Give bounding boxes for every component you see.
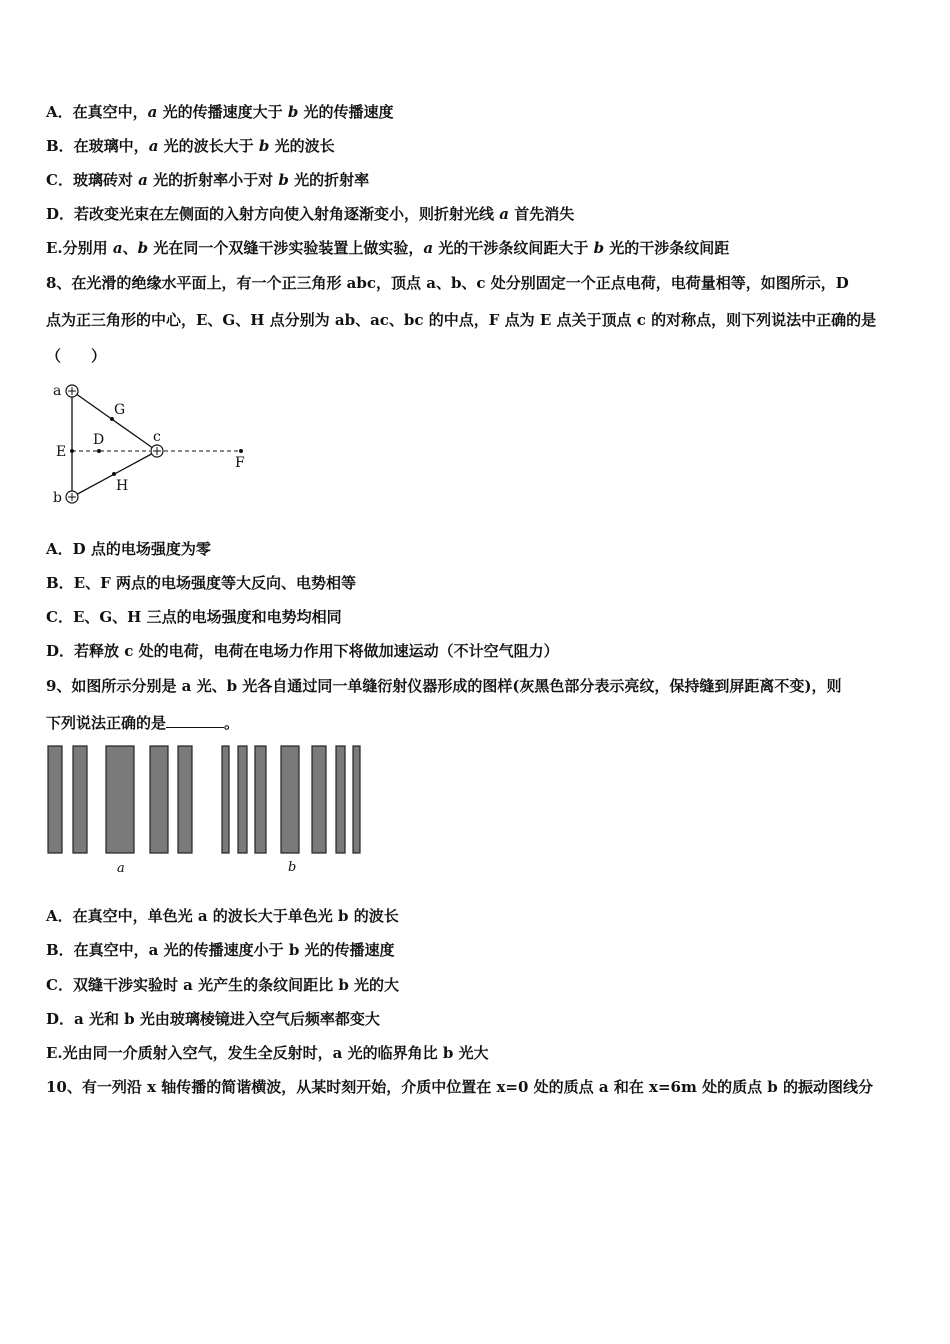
q9-option-e: E.光由同一介质射入空气，发生全反射时，a 光的临界角比 b 光大 bbox=[46, 1044, 489, 1062]
label-c: c bbox=[153, 429, 161, 445]
q8-option-c: C．E、G、H 三点的电场强度和电势均相同 bbox=[46, 608, 342, 626]
q7-option-b: B．在玻璃中，a 光的波长大于 b 光的波长 bbox=[46, 137, 335, 155]
q8-option-b: B．E、F 两点的电场强度等大反向、电势相等 bbox=[46, 574, 356, 592]
label-e: E bbox=[56, 444, 67, 460]
pattern-a bbox=[48, 746, 192, 853]
q10-stem-line1: 10、有一列沿 x 轴传播的简谐横波，从某时刻开始，介质中位置在 x=0 处的质点 a 和在 x=6m 处的质点 b 的振动图线分 bbox=[46, 1078, 874, 1096]
label-d: D bbox=[93, 432, 105, 448]
q9-stem-line2: 下列说法正确的是 。 bbox=[46, 714, 240, 732]
charge-c bbox=[151, 445, 163, 457]
q7-option-a: A．在真空中，a 光的传播速度大于 b 光的传播速度 bbox=[46, 103, 394, 121]
diffraction-pattern-figure bbox=[46, 743, 368, 878]
q8-stem-line1: 8、在光滑的绝缘水平面上，有一个正三角形 abc，顶点 a、b、c 处分别固定一个正点电荷，电荷量相等，如图所示，D bbox=[46, 274, 849, 292]
q8-answer-bracket: （ ） bbox=[46, 347, 107, 365]
answer-blank bbox=[166, 713, 224, 728]
q8-option-a: A．D 点的电场强度为零 bbox=[46, 540, 211, 558]
label-b: b bbox=[53, 490, 62, 506]
charge-b bbox=[66, 491, 78, 503]
q7-option-d: D．若改变光束在左侧面的入射方向使入射角逐渐变小，则折射光线 a 首先消失 bbox=[46, 205, 575, 223]
label-a: a bbox=[53, 383, 62, 399]
pattern-label-b: b bbox=[288, 860, 297, 875]
q8-option-d: D．若释放 c 处的电荷，电荷在电场力作用下将做加速运动（不计空气阻力） bbox=[46, 642, 559, 660]
q9-stem-line1: 9、如图所示分别是 a 光、b 光各自通过同一单缝衍射仪器形成的图样(灰黑色部分表示亮纹，保持缝到屏距离不变)，则 bbox=[46, 677, 842, 695]
triangle-charge-figure bbox=[46, 378, 256, 508]
label-f: F bbox=[235, 455, 245, 471]
pattern-b bbox=[222, 746, 360, 853]
q7-option-e: E.分别用 a、b 光在同一个双缝干涉实验装置上做实验，a 光的干涉条纹间距大于 b 光的干涉条纹间距 bbox=[46, 239, 730, 257]
q7-option-c: C．玻璃砖对 a 光的折射率小于对 b 光的折射率 bbox=[46, 171, 370, 189]
label-h: H bbox=[116, 478, 129, 494]
q9-option-b: B．在真空中，a 光的传播速度小于 b 光的传播速度 bbox=[46, 941, 395, 959]
label-g: G bbox=[114, 402, 126, 418]
q9-option-a: A．在真空中，单色光 a 的波长大于单色光 b 的波长 bbox=[46, 907, 399, 925]
charge-a bbox=[66, 385, 78, 397]
pattern-label-a: a bbox=[117, 861, 125, 876]
q9-option-d: D．a 光和 b 光由玻璃棱镜进入空气后频率都变大 bbox=[46, 1010, 380, 1028]
q9-option-c: C．双缝干涉实验时 a 光产生的条纹间距比 b 光的大 bbox=[46, 976, 400, 994]
q8-stem-line2: 点为正三角形的中心，E、G、H 点分别为 ab、ac、bc 的中点，F 点为 E 点关于顶点 c 的对称点，则下列说法中正确的是 bbox=[46, 311, 877, 329]
